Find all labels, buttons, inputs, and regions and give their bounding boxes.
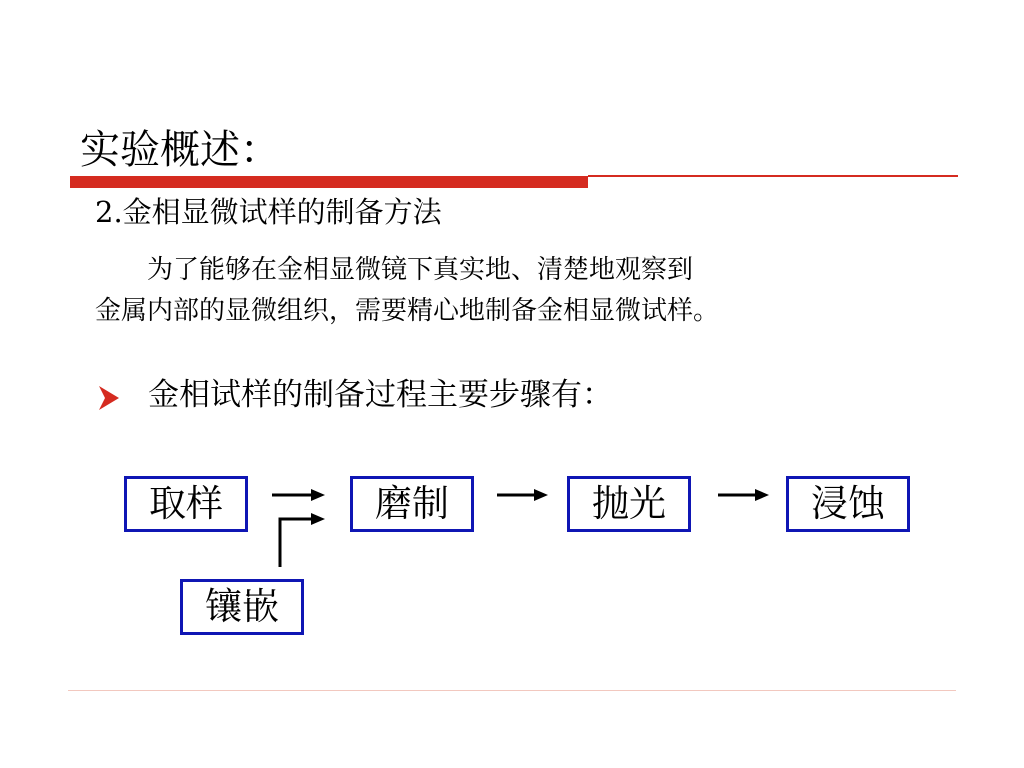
arrow-connector-mounting-to-grinding <box>280 519 312 567</box>
step-box-mounting: 镶嵌 <box>180 579 304 635</box>
arrowhead-sampling-to-grinding <box>311 489 325 501</box>
footer-divider <box>68 690 956 691</box>
step-box-sampling: 取样 <box>124 476 248 532</box>
arrowhead-grinding-to-polishing <box>534 489 548 501</box>
heading-divider-red <box>70 176 588 188</box>
intro-paragraph-line-1: 为了能够在金相显微镜下真实地、清楚地观察到 <box>147 255 694 285</box>
intro-paragraph <box>95 250 955 332</box>
arrowhead-polishing-to-etching <box>755 489 769 501</box>
arrowhead-mounting-to-grinding <box>311 513 325 525</box>
intro-paragraph-line-2: 金属内部的显微组织，需要精心地制备金相显微试样。 <box>95 296 720 326</box>
arrowhead-bullet-icon <box>98 385 120 411</box>
step-box-etching: 浸蚀 <box>786 476 910 532</box>
heading-divider-thin <box>588 175 958 177</box>
section-subheading: 2.金相显微试样的制备方法 <box>95 195 442 229</box>
bullet-text: 金相试样的制备过程主要步骤有： <box>148 377 613 413</box>
slide-heading: 实验概述： <box>80 127 280 173</box>
step-box-polishing: 抛光 <box>567 476 691 532</box>
step-box-grinding: 磨制 <box>350 476 474 532</box>
